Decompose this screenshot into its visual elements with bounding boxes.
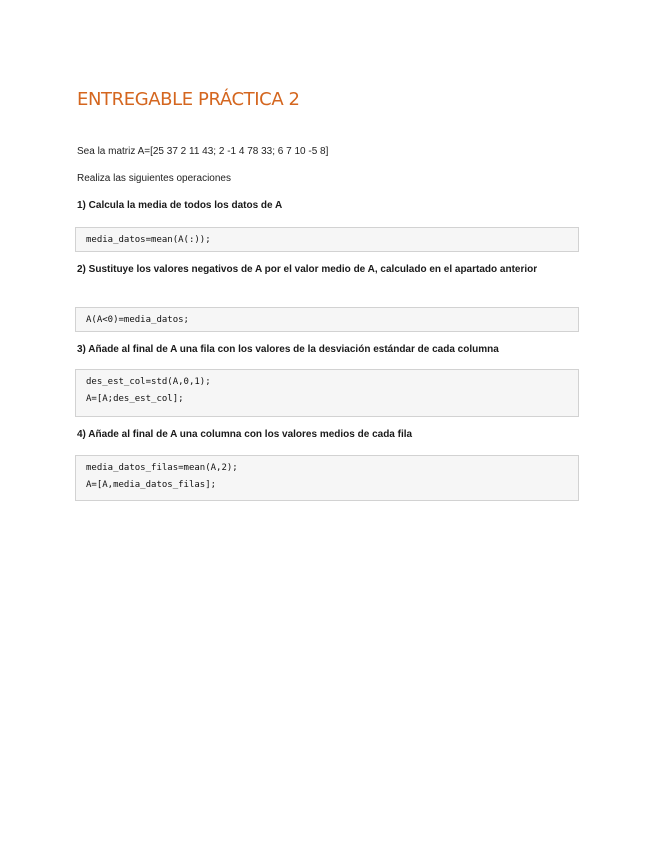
code-line: A=[A,media_datos_filas]; bbox=[86, 480, 217, 490]
code-line: A=[A;des_est_col]; bbox=[86, 394, 184, 404]
section-1-heading: 1) Calcula la media de todos los datos de A bbox=[77, 200, 283, 211]
page-title: ENTREGABLE PRÁCTICA 2 bbox=[77, 89, 300, 110]
instructions-text: Realiza las siguientes operaciones bbox=[77, 173, 231, 184]
code-line: media_datos_filas=mean(A,2); bbox=[86, 463, 238, 473]
section-3-heading: 3) Añade al final de A una fila con los valores de la desviación estándar de cada columna bbox=[77, 344, 499, 355]
section-3-code-block bbox=[75, 369, 579, 417]
code-line: des_est_col=std(A,0,1); bbox=[86, 377, 211, 387]
section-4-code-block bbox=[75, 455, 579, 501]
section-4-heading: 4) Añade al final de A una columna con los valores medios de cada fila bbox=[77, 429, 413, 440]
code-line: A(A<0)=media_datos; bbox=[86, 315, 189, 325]
section-1-code-block bbox=[75, 227, 579, 252]
section-2-heading: 2) Sustituye los valores negativos de A por el valor medio de A, calculado en el apartado anterior bbox=[77, 264, 538, 275]
matrix-definition: Sea la matriz A=[25 37 2 11 43; 2 -1 4 78 33; 6 7 10 -5 8] bbox=[77, 146, 329, 157]
code-line: media_datos=mean(A(:)); bbox=[86, 235, 211, 245]
section-2-code-block bbox=[75, 307, 579, 332]
